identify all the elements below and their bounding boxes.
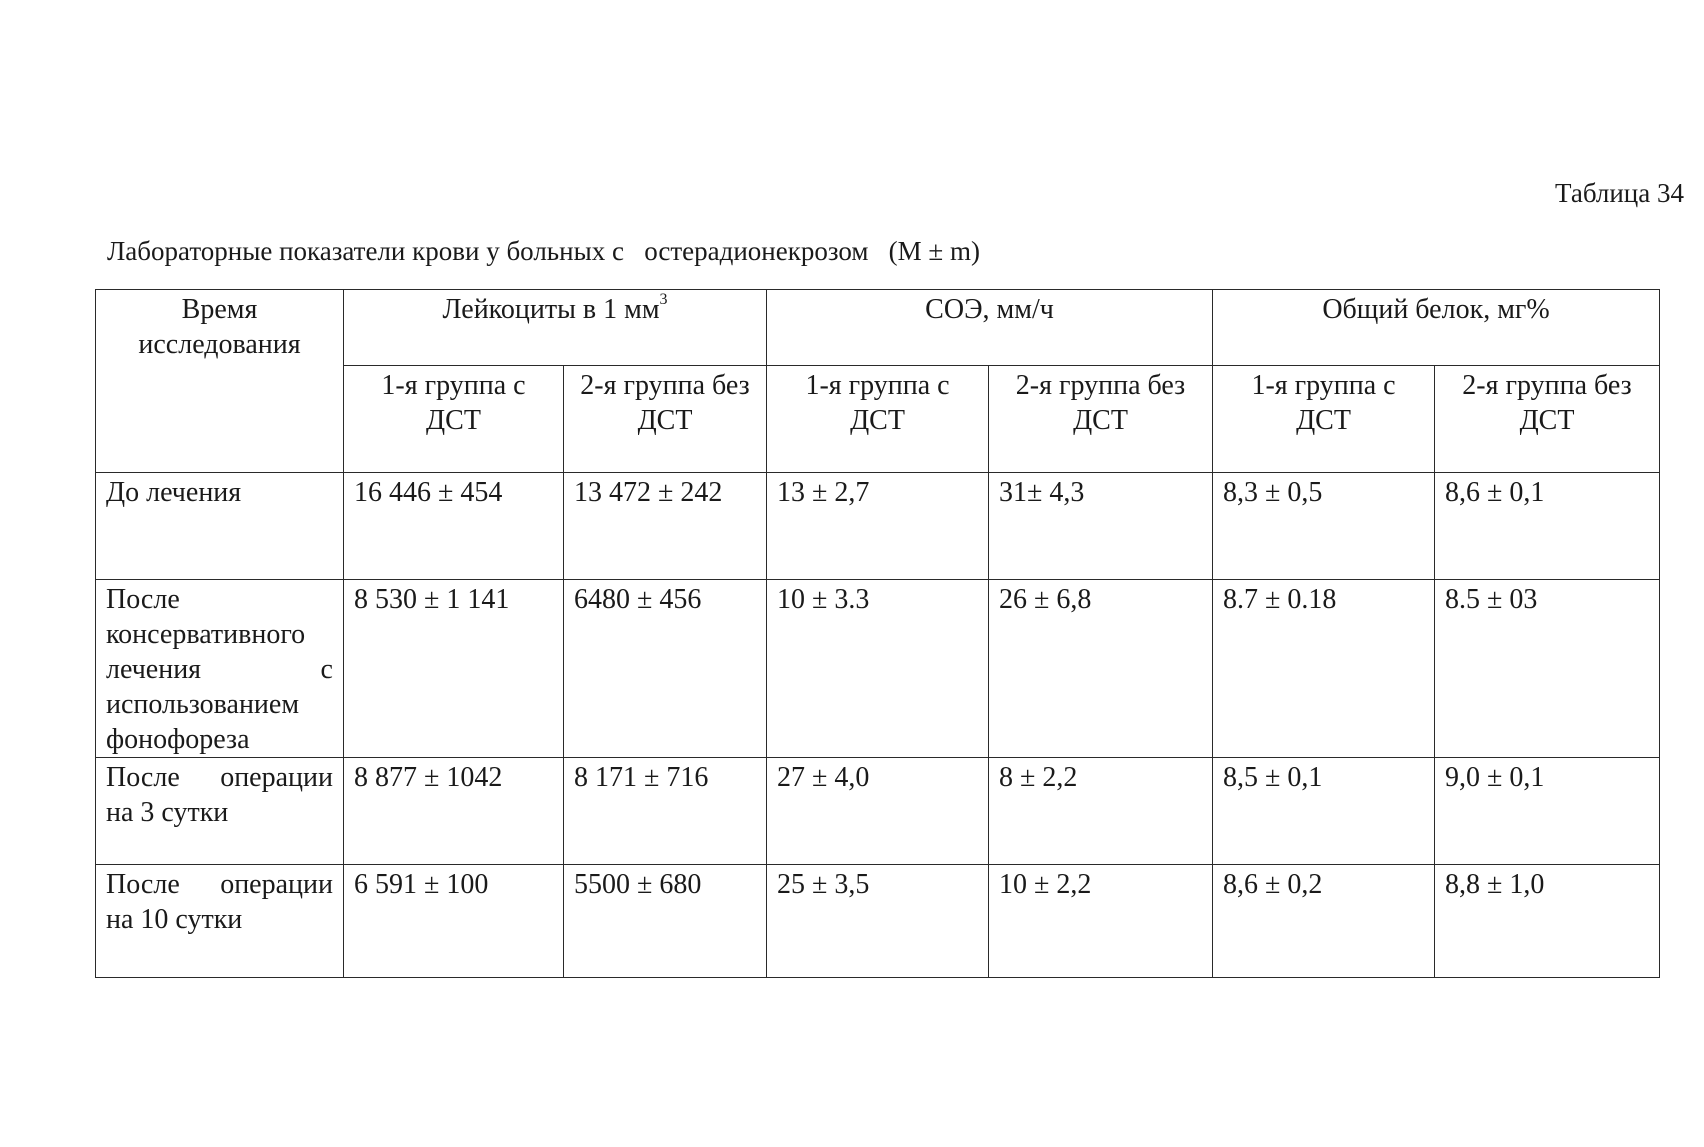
table-cell: 16 446 ± 454	[344, 473, 564, 580]
table-cell: 8,3 ± 0,5	[1213, 473, 1435, 580]
subheader: 1-я группа с ДСТ	[1213, 366, 1435, 473]
table-cell: 31± 4,3	[989, 473, 1213, 580]
subheader: 1-я группа с ДСТ	[344, 366, 564, 473]
table-cell: 10 ± 3.3	[767, 580, 989, 758]
subheader: 1-я группа с ДСТ	[767, 366, 989, 473]
table-cell: 26 ± 6,8	[989, 580, 1213, 758]
table-cell: 5500 ± 680	[564, 865, 767, 978]
row-label: После консервативного лечения с использованием фонофореза	[96, 580, 344, 758]
table-cell: 8,6 ± 0,1	[1435, 473, 1660, 580]
header-row-groups	[96, 290, 1660, 366]
table-cell: 13 472 ± 242	[564, 473, 767, 580]
table-caption: Лабораторные показатели крови у больных с остерадионекрозом (M ± m)	[107, 236, 980, 266]
table-cell: 8 ± 2,2	[989, 758, 1213, 865]
table-cell: 25 ± 3,5	[767, 865, 989, 978]
table-cell: 9,0 ± 0,1	[1435, 758, 1660, 865]
subheader: 2-я группа без ДСТ	[989, 366, 1213, 473]
row-label: После операции на 10 сутки	[96, 865, 344, 978]
group-header-label: Общий белок, мг%	[1322, 294, 1550, 325]
table-cell: 6480 ± 456	[564, 580, 767, 758]
group-header-superscript: 3	[659, 291, 668, 308]
subheader: 2-я группа без ДСТ	[1435, 366, 1660, 473]
table-row	[96, 580, 1660, 758]
table-cell: 8,5 ± 0,1	[1213, 758, 1435, 865]
table-cell: 8.5 ± 03	[1435, 580, 1660, 758]
row-label: До лечения	[96, 473, 344, 580]
table-cell: 8.7 ± 0.18	[1213, 580, 1435, 758]
lab-results-table	[95, 289, 1660, 978]
group-header-label: Лейкоциты в 1 мм	[442, 294, 660, 325]
group-header-esr	[767, 290, 1213, 366]
table-cell: 8,8 ± 1,0	[1435, 865, 1660, 978]
table-row	[96, 865, 1660, 978]
table-row	[96, 473, 1660, 580]
table-cell: 8 877 ± 1042	[344, 758, 564, 865]
table-cell: 13 ± 2,7	[767, 473, 989, 580]
table-cell: 6 591 ± 100	[344, 865, 564, 978]
table-cell: 27 ± 4,0	[767, 758, 989, 865]
group-header-label: СОЭ, мм/ч	[925, 294, 1054, 325]
table-cell: 10 ± 2,2	[989, 865, 1213, 978]
subheader: 2-я группа без ДСТ	[564, 366, 767, 473]
table-row	[96, 758, 1660, 865]
group-header-leukocytes	[344, 290, 767, 366]
table-cell: 8 171 ± 716	[564, 758, 767, 865]
group-header-total-protein	[1213, 290, 1660, 366]
table-number: Таблица 34	[1555, 178, 1684, 208]
table-cell: 8,6 ± 0,2	[1213, 865, 1435, 978]
time-column-header: Время исследования	[96, 290, 344, 473]
row-label: После операции на 3 сутки	[96, 758, 344, 865]
table-cell: 8 530 ± 1 141	[344, 580, 564, 758]
